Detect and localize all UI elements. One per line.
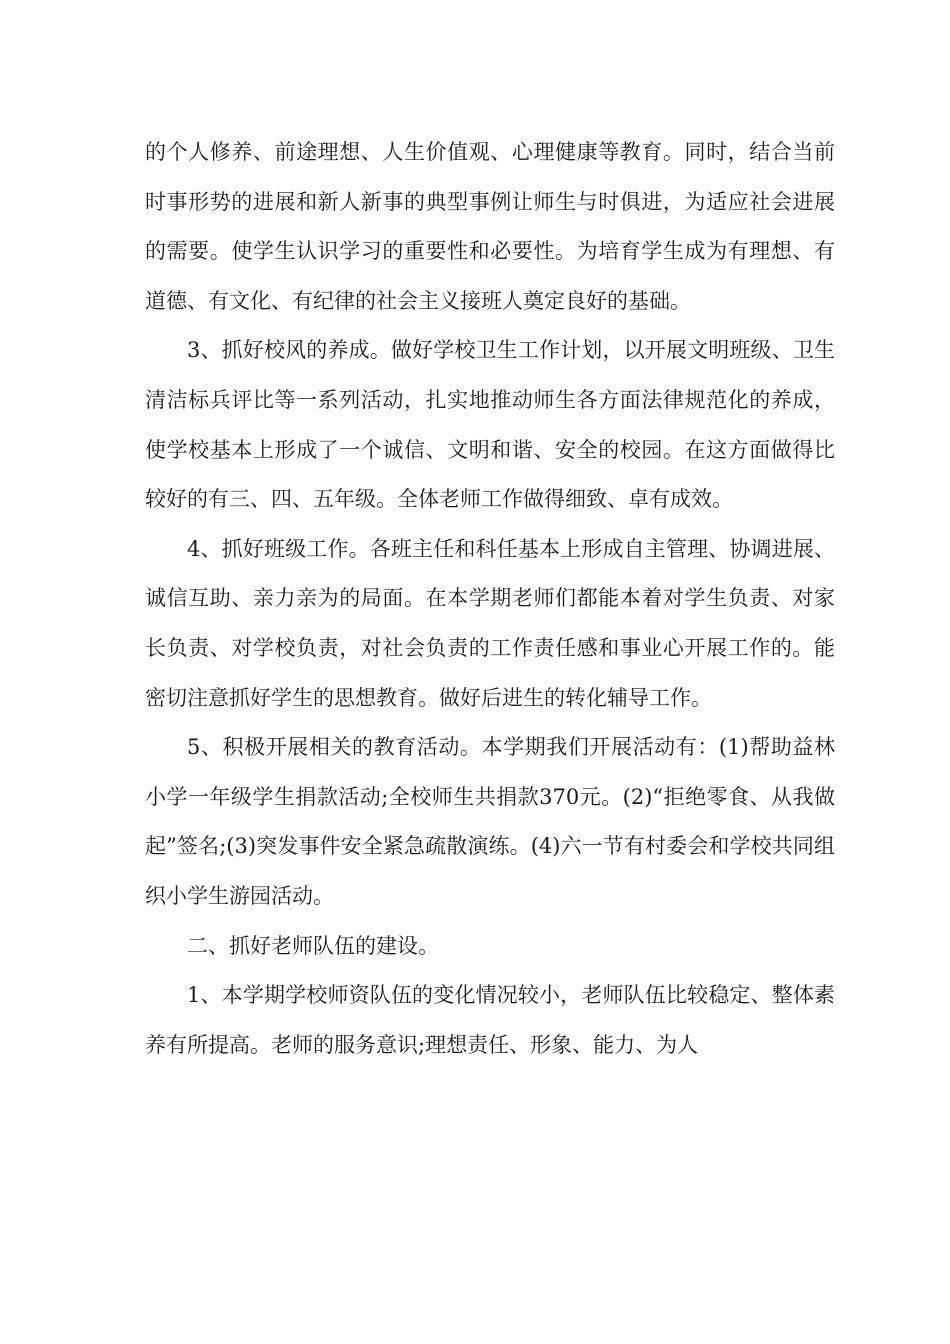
document-body [145,128,835,1070]
paragraph-class-work: 4、抓好班级工作。各班主任和科任基本上形成自主管理、协调进展、诚信互助、亲力亲为的局面。在本学期老师们都能本着对学生负责、对家长负责、对学校负责，对社会负责的工作责任感和事业心开展工作的。能密切注意抓好学生的思想教育。做好后进生的转化辅导工作。 [145,536,835,710]
paragraph-school-spirit: 3、抓好校风的养成。做好学校卫生工作计划，以开展文明班级、卫生清洁标兵评比等一系列活动，扎实地推动师生各方面法律规范化的养成，使学校基本上形成了一个诚信、文明和谐、安全的校园。在这方面做得比较好的有三、四、五年级。全体老师工作做得细致、卓有成效。 [145,338,835,512]
paragraph-moral-education-continued: 的个人修养、前途理想、人生价值观、心理健康等教育。同时，结合当前时事形势的进展和新人新事的典型事例让师生与时俱进，为适应社会进展的需要。使学生认识学习的重要性和必要性。为培育学生成为有理想、有道德、有文化、有纪律的社会主义接班人奠定良好的基础。 [145,140,835,313]
section-heading-teacher-team: 二、抓好老师队伍的建设。 [187,933,439,958]
paragraph-teacher-team-stability: 1、本学期学校师资队伍的变化情况较小，老师队伍比较稳定、整体素养有所提高。老师的服务意识;理想责任、形象、能力、为人 [145,983,835,1057]
paragraph-education-activities: 5、积极开展相关的教育活动。本学期我们开展活动有：(1)帮助益林小学一年级学生捐款活动;全校师生共捐款370元。(2)“拒绝零食、从我做起”签名;(3)突发事件安全紧急疏散演练。(4)六一节有村委会和学校共同组织小学生游园活动。 [145,735,835,908]
